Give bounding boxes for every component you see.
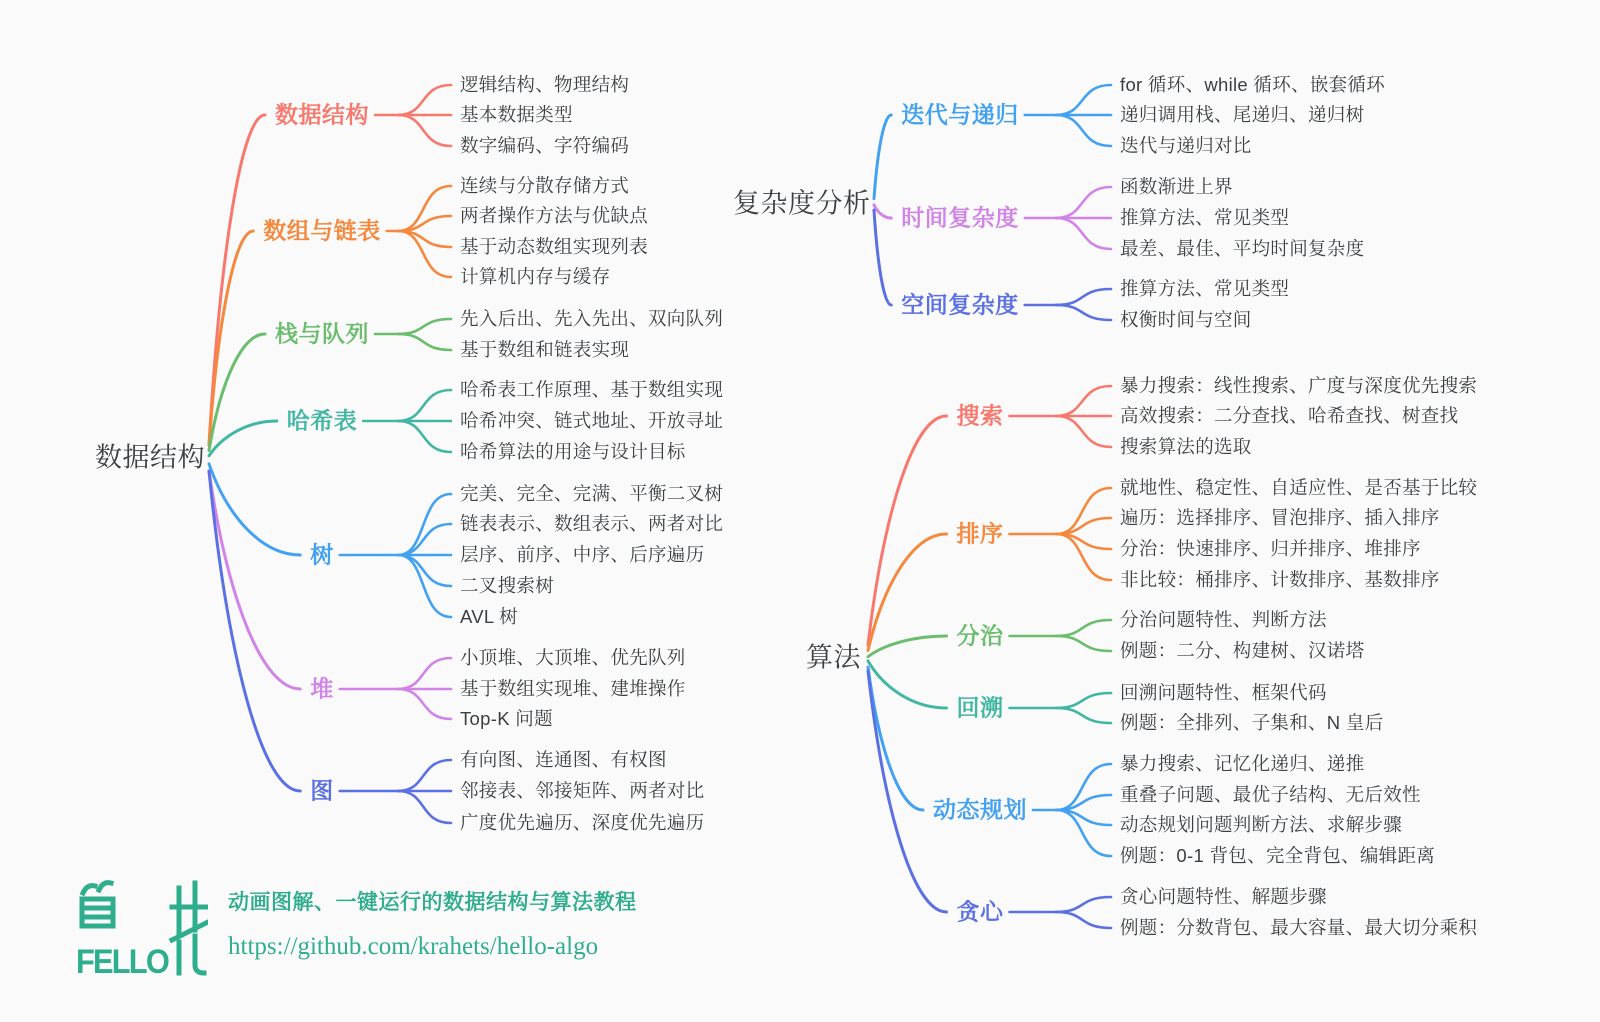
edge xyxy=(1056,912,1111,928)
mindmap-leaf-text: 例题：0-1 背包、完全背包、编辑距离 xyxy=(1120,844,1436,866)
mindmap-leaf-text: 推算方法、常见类型 xyxy=(1120,277,1290,299)
footer-tagline: 动画图解、一键运行的数据结构与算法教程 xyxy=(228,891,637,914)
edge xyxy=(1056,115,1111,146)
edge xyxy=(1056,488,1111,534)
edge xyxy=(209,115,265,445)
mindmap-branch-label: 空间复杂度 xyxy=(901,291,1019,318)
mindmap-root-label-complexity-analysis: 复杂度分析 xyxy=(733,188,871,219)
mindmap-leaf-text: 就地性、稳定性、自适应性、是否基于比较 xyxy=(1120,476,1478,498)
edge xyxy=(209,471,300,791)
mindmap-branch-label: 分治 xyxy=(956,622,1004,649)
mindmap-leaf-text: 权衡时间与空间 xyxy=(1120,308,1252,330)
mindmap-leaf-text: 最差、最佳、平均时间复杂度 xyxy=(1120,237,1365,259)
logo-eye-lines xyxy=(82,908,113,917)
footer-url[interactable]: https://github.com/krahets/hello-algo xyxy=(228,933,599,960)
edge xyxy=(874,115,891,199)
edge xyxy=(398,334,451,350)
edge xyxy=(1056,289,1111,305)
mindmap-leaf-text: 基于数组和链表实现 xyxy=(460,338,630,360)
mindmap-leaf-text: 暴力搜索、记忆化递归、递推 xyxy=(1120,752,1365,774)
mindmap-leaf-text: 基于动态数组实现列表 xyxy=(460,235,649,257)
mindmap-branch-label: 堆 xyxy=(310,675,334,702)
logo-letters: FELLO xyxy=(76,943,170,980)
edge xyxy=(398,689,451,719)
mindmap-leaf-text: 完美、完全、完满、平衡二叉树 xyxy=(460,482,724,504)
mindmap-branch-label: 哈希表 xyxy=(286,407,358,434)
logo-bamboo-stroke xyxy=(99,883,111,890)
mindmap-leaf-text: 搜索算法的选取 xyxy=(1120,435,1252,457)
mindmap-leaf-text: 小顶堆、大顶堆、优先队列 xyxy=(460,646,686,668)
mindmap-leaf-text: 例题：全排列、子集和、N 皇后 xyxy=(1120,711,1384,733)
edge xyxy=(868,636,947,657)
edge xyxy=(1056,305,1111,320)
logo-right-hook xyxy=(195,936,204,973)
mindmap-leaf-text: 有向图、连通图、有权图 xyxy=(460,748,667,770)
mindmap-branch-label: 时间复杂度 xyxy=(901,204,1019,231)
mindmap-leaf-text: 哈希算法的用途与设计目标 xyxy=(460,440,686,462)
mindmap-leaf-text: 先入后出、先入先出、双向队列 xyxy=(460,307,724,329)
mindmap-branch-label: 栈与队列 xyxy=(275,320,369,347)
edge xyxy=(874,210,891,305)
mindmap-leaf-text: 分治：快速排序、归并排序、堆排序 xyxy=(1120,537,1421,559)
edge xyxy=(1056,693,1111,708)
edge xyxy=(398,524,451,555)
edge xyxy=(1056,620,1111,636)
edge xyxy=(398,390,451,421)
mindmap-leaf-text: 基本数据类型 xyxy=(460,103,573,125)
mindmap-branch-label: 排序 xyxy=(956,520,1004,547)
mindmap-branch-label: 迭代与递归 xyxy=(901,101,1019,128)
mindmap-branch-label: 数组与链表 xyxy=(263,217,381,244)
mindmap-leaf-text: 动态规划问题判断方法、求解步骤 xyxy=(1120,813,1403,835)
mindmap-branch-label: 动态规划 xyxy=(933,796,1027,823)
mindmap-branch-label: 图 xyxy=(310,777,334,804)
edge xyxy=(868,534,947,651)
mindmap-leaf-text: Top-K 问题 xyxy=(460,707,553,729)
edge xyxy=(398,555,451,586)
mindmap-leaf-text: 广度优先遍历、深度优先遍历 xyxy=(460,811,705,833)
mindmap-leaf-text: 哈希表工作原理、基于数组实现 xyxy=(460,378,724,400)
mindmap-leaf-text: 计算机内存与缓存 xyxy=(460,265,611,287)
edge xyxy=(1056,85,1111,115)
edge xyxy=(874,205,891,218)
mindmap-branch-label: 搜索 xyxy=(956,402,1004,429)
mindmap-leaf-text: 函数渐进上界 xyxy=(1120,175,1233,197)
mindmap-leaf-text: 回溯问题特性、框架代码 xyxy=(1120,681,1327,703)
mindmap-leaf-text: 二叉搜索树 xyxy=(460,574,555,596)
mindmap-branch-label: 树 xyxy=(310,541,334,568)
mindmap-leaf-text: 哈希冲突、链式地址、开放寻址 xyxy=(460,409,724,431)
mindmap-leaf-text: 两者操作方法与优缺点 xyxy=(460,204,649,226)
logo-eye-box xyxy=(82,899,113,926)
mindmap-leaf-text: 迭代与递归对比 xyxy=(1120,134,1252,156)
edge xyxy=(868,661,947,708)
mindmap-leaf-text: AVL 树 xyxy=(460,605,519,627)
mindmap-root-label-algorithms: 算法 xyxy=(806,642,861,673)
hello-algo-logo xyxy=(76,880,208,980)
edge xyxy=(209,421,277,456)
mindmap-leaf-text: 分治问题特性、判断方法 xyxy=(1120,608,1327,630)
mindmap-branch-label: 回溯 xyxy=(956,694,1004,721)
edge xyxy=(1056,416,1111,447)
edge xyxy=(1056,218,1111,249)
mindmap-leaf-text: 暴力搜索：线性搜索、广度与深度优先搜索 xyxy=(1120,374,1478,396)
mindmap-leaf-text: 数字编码、字符编码 xyxy=(460,134,630,156)
mindmap-leaf-text: 逻辑结构、物理结构 xyxy=(460,73,630,95)
mindmap-leaf-text: 非比较：桶排序、计数排序、基数排序 xyxy=(1120,568,1440,590)
mindmap-leaf-text: 例题：二分、构建树、汉诺塔 xyxy=(1120,639,1365,661)
edge xyxy=(398,760,451,791)
mindmap-leaf-text: 贪心问题特性、解题步骤 xyxy=(1120,885,1327,907)
mindmap-leaf-text: 推算方法、常见类型 xyxy=(1120,206,1290,228)
edge xyxy=(398,658,451,689)
edge xyxy=(1056,897,1111,912)
edge xyxy=(398,85,451,115)
mindmap-root-label-data-structures: 数据结构 xyxy=(95,442,205,473)
edge xyxy=(1056,386,1111,416)
mindmap-leaf-text: 链表表示、数组表示、两者对比 xyxy=(460,512,724,534)
mindmap-leaf-text: 基于数组实现堆、建堆操作 xyxy=(460,677,686,699)
edge xyxy=(398,319,451,334)
mindmap-leaf-text: 重叠子问题、最优子结构、无后效性 xyxy=(1120,783,1421,805)
mindmap-leaf-text: 递归调用栈、尾递归、递归树 xyxy=(1120,103,1365,125)
edge xyxy=(398,791,451,823)
mindmap-branch-label: 数据结构 xyxy=(275,101,369,128)
edge xyxy=(1056,187,1111,218)
mindmap-leaf-text: 遍历：选择排序、冒泡排序、插入排序 xyxy=(1120,506,1440,528)
mindmap-leaf-text: for 循环、while 循环、嵌套循环 xyxy=(1120,73,1386,95)
mindmap-leaf-text: 邻接表、邻接矩阵、两者对比 xyxy=(460,779,705,801)
mindmap-leaf-text: 高效搜索：二分查找、哈希查找、树查找 xyxy=(1120,404,1459,426)
edge xyxy=(1056,636,1111,651)
mindmap-leaf-text: 连续与分散存储方式 xyxy=(460,174,630,196)
edge xyxy=(398,115,451,146)
mindmap-leaf-text: 例题：分数背包、最大容量、最大切分乘积 xyxy=(1120,916,1478,938)
edge xyxy=(398,421,451,452)
mindmap-branch-label: 贪心 xyxy=(956,898,1004,925)
logo-bamboo-stroke xyxy=(83,886,95,893)
edge xyxy=(398,231,451,277)
edge xyxy=(1056,708,1111,723)
mindmap-leaf-text: 层序、前序、中序、后序遍历 xyxy=(460,543,705,565)
